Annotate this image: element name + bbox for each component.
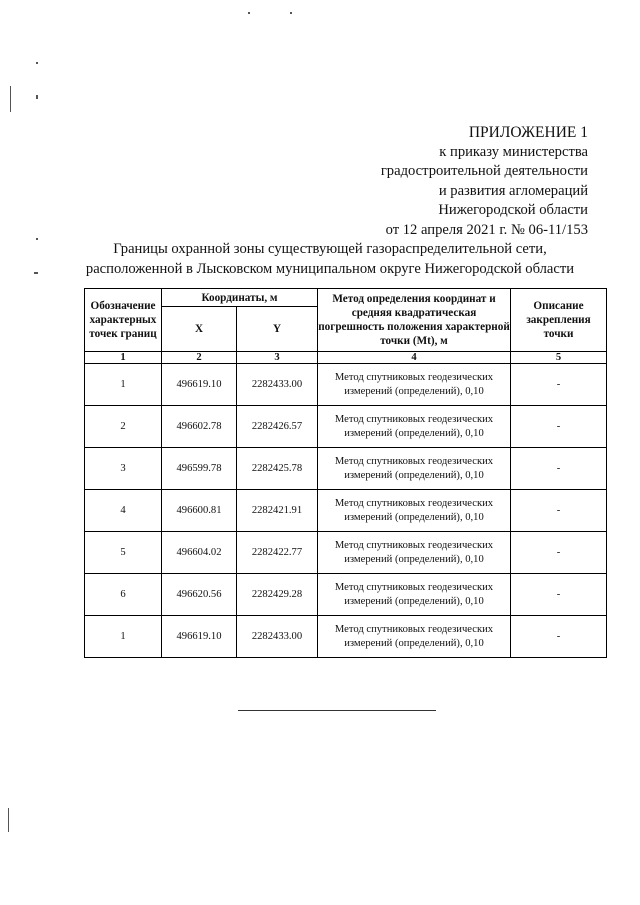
y-cell: 2282426.57 (237, 406, 318, 448)
appendix-heading: ПРИЛОЖЕНИЕ 1 (468, 124, 588, 141)
header-x: X (162, 307, 237, 352)
appendix-line: градостроительной деятельности (380, 163, 588, 180)
y-cell: 2282433.00 (237, 364, 318, 406)
scan-speck (36, 62, 38, 64)
description-cell: - (511, 616, 607, 658)
x-cell: 496600.81 (162, 490, 237, 532)
footer-separator-line (238, 710, 436, 711)
point-cell: 4 (85, 490, 162, 532)
table-row (85, 490, 607, 532)
method-cell: Метод спутниковых геодезических измерений (определений), 0,10 (318, 406, 511, 448)
point-cell: 1 (85, 364, 162, 406)
method-cell: Метод спутниковых геодезических измерений (определений), 0,10 (318, 364, 511, 406)
description-cell: - (511, 532, 607, 574)
column-number: 3 (237, 352, 318, 364)
appendix-line: Нижегородской области (438, 202, 588, 219)
method-cell: Метод спутниковых геодезических измерений (определений), 0,10 (318, 532, 511, 574)
point-cell: 3 (85, 448, 162, 490)
header-point-designation: Обозначение характерных точек границ (85, 289, 162, 352)
point-cell: 6 (85, 574, 162, 616)
description-cell: - (511, 490, 607, 532)
coordinates-table (84, 288, 607, 658)
table-row (85, 406, 607, 448)
y-cell: 2282425.78 (237, 448, 318, 490)
method-cell: Метод спутниковых геодезических измерений (определений), 0,10 (318, 448, 511, 490)
point-cell: 1 (85, 616, 162, 658)
scan-speck (34, 272, 38, 274)
point-cell: 2 (85, 406, 162, 448)
method-cell: Метод спутниковых геодезических измерений (определений), 0,10 (318, 616, 511, 658)
description-cell: - (511, 574, 607, 616)
scan-speck (8, 808, 9, 832)
appendix-line: от 12 апреля 2021 г. № 06-11/153 (385, 221, 588, 238)
title-line-2: расположенной в Лысковском муниципальном округе Нижегородской области (85, 260, 575, 277)
scan-speck (248, 12, 250, 14)
table-row (85, 616, 607, 658)
header-y: Y (237, 307, 318, 352)
x-cell: 496602.78 (162, 406, 237, 448)
method-cell: Метод спутниковых геодезических измерений (определений), 0,10 (318, 574, 511, 616)
point-cell: 5 (85, 532, 162, 574)
column-number: 5 (511, 352, 607, 364)
column-number: 4 (318, 352, 511, 364)
scan-speck (290, 12, 292, 14)
y-cell: 2282433.00 (237, 616, 318, 658)
appendix-line: и развития агломераций (438, 182, 588, 199)
table-row (85, 532, 607, 574)
description-cell: - (511, 364, 607, 406)
appendix-block (381, 123, 588, 241)
scan-speck (36, 238, 38, 240)
scan-speck (10, 86, 11, 112)
description-cell: - (511, 406, 607, 448)
scan-speck (36, 95, 38, 99)
description-cell: - (511, 448, 607, 490)
y-cell: 2282421.91 (237, 490, 318, 532)
header-coordinates: Координаты, м (162, 289, 318, 307)
document-title (60, 240, 600, 279)
table-row (85, 364, 607, 406)
x-cell: 496619.10 (162, 616, 237, 658)
header-method: Метод определения координат и средняя квадратическая погрешность положения характерной точки (Mt), м (318, 289, 511, 352)
table-row (85, 574, 607, 616)
column-number: 2 (162, 352, 237, 364)
x-cell: 496604.02 (162, 532, 237, 574)
column-number: 1 (85, 352, 162, 364)
x-cell: 496599.78 (162, 448, 237, 490)
x-cell: 496619.10 (162, 364, 237, 406)
y-cell: 2282422.77 (237, 532, 318, 574)
y-cell: 2282429.28 (237, 574, 318, 616)
header-description: Описание закрепления точки (511, 289, 607, 352)
title-line-1: Границы охранной зоны существующей газораспределительной сети, (113, 241, 547, 257)
x-cell: 496620.56 (162, 574, 237, 616)
method-cell: Метод спутниковых геодезических измерений (определений), 0,10 (318, 490, 511, 532)
table-row (85, 448, 607, 490)
appendix-line: к приказу министерства (439, 143, 588, 160)
